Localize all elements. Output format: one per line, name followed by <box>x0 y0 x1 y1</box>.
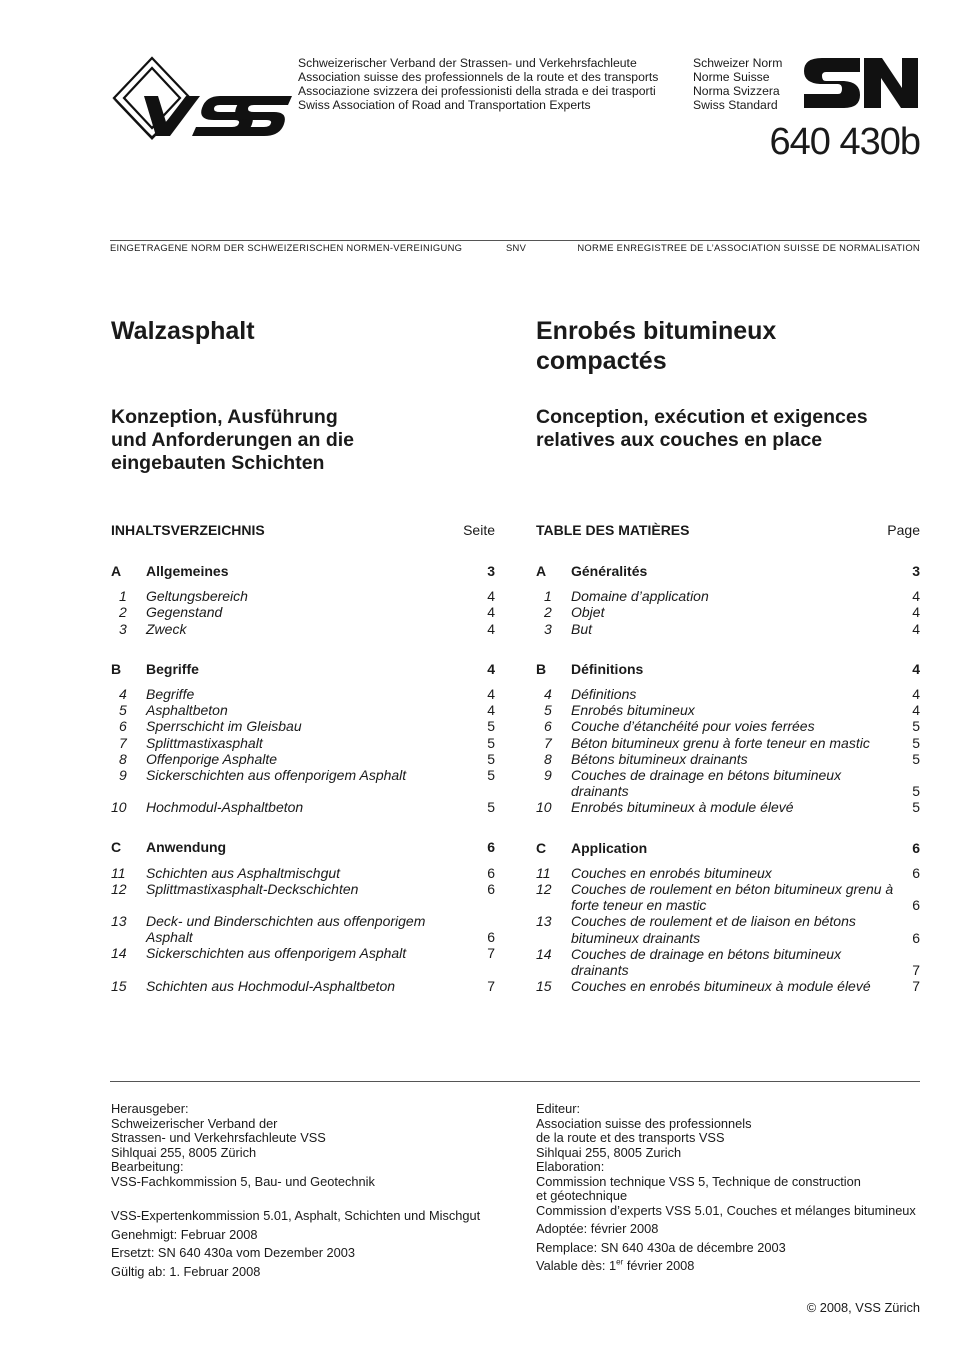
toc-item-page: 6 <box>912 897 920 914</box>
toc-item-number: 12 <box>536 881 552 898</box>
publisher-line-de: Schweizerischer Verband der <box>111 1115 278 1131</box>
toc-item-text: Zweck <box>146 620 187 637</box>
toc-item-number: 8 <box>119 750 127 767</box>
toc-item-page: 4 <box>912 604 920 621</box>
toc-item-page: 5 <box>487 734 495 751</box>
toc-item-page: 5 <box>487 718 495 735</box>
toc-item[interactable] <box>536 767 920 799</box>
publisher-line-de: Strassen- und Verkehrsfachleute VSS <box>111 1130 326 1145</box>
toc-item-text: Splittmastixasphalt-Deckschichten <box>146 880 359 897</box>
toc-item-number: 5 <box>544 702 552 719</box>
toc-item-number: 11 <box>536 864 551 881</box>
toc-item[interactable] <box>111 702 495 718</box>
toc-item[interactable] <box>536 604 920 620</box>
toc-item-page: 4 <box>487 702 495 719</box>
toc-item-number: 12 <box>111 880 127 897</box>
toc-item-page: 7 <box>912 978 920 995</box>
toc-section-page: 6 <box>487 839 495 856</box>
subtitle-de-line: Konzeption, Ausführung <box>111 406 338 428</box>
toc-page-label-de: Seite <box>463 522 495 538</box>
subtitle-de <box>111 406 495 475</box>
subtitle-fr <box>536 406 920 452</box>
publisher-label-fr: Editeur: <box>536 1101 581 1116</box>
editing-de: VSS-Fachkommission 5, Bau- und Geotechnik <box>111 1173 375 1189</box>
title-de: Walzasphalt <box>111 317 255 345</box>
norm-number: 640 430b <box>769 121 920 163</box>
vss-logo <box>110 56 292 140</box>
toc-item-text: Objet <box>571 604 605 621</box>
toc-item[interactable] <box>536 702 920 718</box>
toc-item-number: 7 <box>119 734 127 751</box>
toc-item-number: 3 <box>544 620 552 637</box>
toc-item-number: 15 <box>536 978 552 995</box>
toc-item-text: But <box>571 620 593 637</box>
toc-item-page: 7 <box>487 977 495 994</box>
toc-item[interactable] <box>536 865 920 881</box>
subtitle-fr-line: Conception, exécution et exigences <box>536 406 868 428</box>
toc-item-number: 2 <box>544 604 552 621</box>
toc-section-title: Généralités <box>571 563 648 579</box>
toc-item-number: 4 <box>119 686 127 703</box>
toc-item-text: Couches de drainage en bétons bitumineux drainants <box>571 767 842 800</box>
publisher-line-fr: Association suisse des professionnels <box>536 1115 752 1131</box>
toc-item-text: Couches de roulement et de liaison en bétons bitumineux drainants <box>571 913 856 946</box>
toc-item-page: 4 <box>912 588 920 605</box>
registration-line <box>110 240 920 258</box>
toc-item-page: 6 <box>487 880 495 897</box>
toc-item[interactable] <box>111 865 495 881</box>
copyright: © 2008, VSS Zürich <box>806 1300 920 1315</box>
toc-section-letter: A <box>111 563 122 579</box>
subtitle-de-line: eingebauten Schichten <box>111 452 325 474</box>
toc-item-page: 4 <box>912 620 920 637</box>
toc-item-page: 5 <box>487 750 495 767</box>
toc-item[interactable] <box>536 881 920 913</box>
toc-item-page: 6 <box>487 929 495 946</box>
toc-section-page: 4 <box>487 660 495 677</box>
toc-item-text: Schichten aus Hochmodul-Asphaltbeton <box>146 977 396 994</box>
toc-item-page: 5 <box>912 718 920 735</box>
valid-from-fr-suffix: février 2008 <box>623 1258 695 1273</box>
toc-item[interactable] <box>111 978 495 994</box>
toc-item-number: 14 <box>111 945 127 962</box>
title-fr-line: compactés <box>536 347 667 375</box>
toc-section-title: Anwendung <box>146 839 227 856</box>
footer-divider <box>110 1081 920 1082</box>
toc-item-number: 10 <box>111 799 127 816</box>
toc-item[interactable] <box>111 686 495 702</box>
toc-item[interactable] <box>111 718 495 734</box>
toc-item-text: Couche d’étanchéité pour voies ferrées <box>571 718 815 735</box>
title-block-de <box>111 316 495 346</box>
toc-item-number: 3 <box>119 620 127 637</box>
subtitle-block-de <box>111 406 495 475</box>
toc-section-page: 4 <box>912 660 920 677</box>
toc-item[interactable] <box>536 751 920 767</box>
toc-item-text: Domaine d’application <box>571 588 709 605</box>
toc-item-number: 13 <box>536 913 552 930</box>
toc-item-page: 6 <box>912 864 920 881</box>
toc-item-page: 4 <box>912 686 920 703</box>
toc-item[interactable] <box>536 946 920 978</box>
toc-item-text: Sickerschichten aus offenporigem Asphalt <box>146 945 407 962</box>
toc-item-page: 4 <box>487 588 495 605</box>
toc-item[interactable] <box>111 881 495 897</box>
association-name-fr: Association suisse des professionnels de la route et des transports <box>298 70 659 84</box>
toc-item[interactable] <box>536 621 920 637</box>
toc-title-de: INHALTSVERZEICHNIS <box>111 522 265 538</box>
toc-item-page: 5 <box>912 734 920 751</box>
approved-de: Genehmigt: Februar 2008 <box>111 1226 258 1242</box>
valid-from-fr <box>536 1259 920 1274</box>
title-fr-line: Enrobés bitumineux <box>536 317 777 345</box>
toc-item-text: Schichten aus Asphaltmischgut <box>146 864 341 881</box>
toc-heading-de <box>111 522 495 539</box>
toc-section-letter: A <box>536 563 547 579</box>
toc-section-title: Définitions <box>571 660 644 677</box>
toc-item-text: Offenporige Asphalte <box>146 750 278 767</box>
toc-item[interactable] <box>536 913 920 945</box>
registration-fr: NORME ENREGISTREE DE L’ASSOCIATION SUISSE DE NORMALISATION <box>577 242 920 253</box>
toc-item[interactable] <box>536 588 920 604</box>
publisher-line-de: Sihlquai 255, 8005 Zürich <box>111 1144 257 1160</box>
toc-item-page: 6 <box>487 864 495 881</box>
toc-item-text: Splittmastixasphalt <box>146 734 263 751</box>
toc-section-page: 3 <box>487 563 495 579</box>
editing-label-fr: Elaboration: <box>536 1159 605 1174</box>
editing-fr: Commission technique VSS 5, Technique de construction <box>536 1173 861 1189</box>
replaces-de: Ersetzt: SN 640 430a vom Dezember 2003 <box>111 1245 355 1260</box>
toc-title-fr: TABLE DES MATIÈRES <box>536 522 690 538</box>
norm-type-en: Swiss Standard <box>693 98 778 112</box>
norm-type-labels <box>693 56 782 112</box>
registration-de: EINGETRAGENE NORM DER SCHWEIZERISCHEN NORMEN-VEREINIGUNG <box>110 242 463 253</box>
toc-de <box>111 563 495 994</box>
toc-item[interactable] <box>536 686 920 702</box>
editing-label-de: Bearbeitung: <box>111 1159 184 1174</box>
toc-item-number: 4 <box>544 686 552 703</box>
toc-item-text: Définitions <box>571 686 637 703</box>
toc-item[interactable] <box>111 799 495 815</box>
publisher-label-de: Herausgeber: <box>111 1101 189 1116</box>
toc-item[interactable] <box>111 945 495 961</box>
toc-section-title: Application <box>571 839 648 856</box>
toc-item-text: Couches en enrobés bitumineux à module élevé <box>571 978 871 995</box>
toc-item-text: Enrobés bitumineux <box>571 702 695 719</box>
toc-section-page: 3 <box>912 563 920 579</box>
toc-section-page: 6 <box>912 839 920 856</box>
association-name-en: Swiss Association of Road and Transportation Experts <box>298 98 591 112</box>
sn-logo <box>802 58 920 108</box>
toc-item-number: 9 <box>119 767 127 784</box>
toc-item-page: 4 <box>912 702 920 719</box>
toc-section-title: Begriffe <box>146 660 199 677</box>
toc-item[interactable] <box>111 751 495 767</box>
toc-item-number: 15 <box>111 977 127 994</box>
toc-item-number: 10 <box>536 799 552 816</box>
toc-item-number: 8 <box>544 750 552 767</box>
toc-item-text: Couches de drainage en bétons bitumineux drainants <box>571 945 842 979</box>
toc-item[interactable] <box>536 799 920 815</box>
toc-item-number: 5 <box>119 702 127 719</box>
toc-item-page: 5 <box>912 799 920 816</box>
toc-item-page: 7 <box>912 962 920 979</box>
toc-heading-fr <box>536 522 920 539</box>
replaces-fr: Remplace: SN 640 430a de décembre 2003 <box>536 1239 786 1255</box>
toc-item-text: Asphaltbeton <box>146 702 228 719</box>
toc-section-letter: C <box>536 839 547 856</box>
toc-section[interactable] <box>111 563 495 579</box>
toc-item-page: 5 <box>912 750 920 767</box>
toc-item-page: 5 <box>912 783 920 800</box>
toc-item-text: Hochmodul-Asphaltbeton <box>146 799 304 816</box>
toc-item-number: 14 <box>536 945 552 962</box>
toc-item[interactable] <box>111 767 495 783</box>
toc-item-page: 4 <box>487 686 495 703</box>
toc-section[interactable] <box>111 661 495 677</box>
toc-item[interactable] <box>111 735 495 751</box>
title-fr <box>536 316 920 376</box>
expert-commission-de: VSS-Expertenkommission 5.01, Asphalt, Schichten und Mischgut <box>111 1208 481 1223</box>
toc-section-letter: C <box>111 839 122 856</box>
toc-item[interactable] <box>111 588 495 604</box>
toc-item-number: 7 <box>544 734 552 751</box>
toc-section[interactable] <box>111 839 495 855</box>
toc-item-text: Gegenstand <box>146 604 223 621</box>
registration-abbr: SNV <box>506 242 527 253</box>
valid-from-fr-prefix: Valable dès: 1 <box>536 1258 617 1273</box>
norm-type-fr: Norme Suisse <box>693 70 770 84</box>
toc-item-number: 11 <box>111 864 126 881</box>
valid-from-de: Gültig ab: 1. Februar 2008 <box>111 1263 261 1279</box>
expert-commission-fr: Commission d’experts VSS 5.01, Couches et mélanges bitumineux <box>536 1202 916 1218</box>
toc-item-number: 6 <box>119 718 127 735</box>
imprint-fr <box>536 1102 920 1274</box>
toc-item-text: Béton bitumineux grenu à forte teneur en mastic <box>571 734 870 751</box>
toc-item[interactable] <box>111 604 495 620</box>
toc-item-text: Bétons bitumineux drainants <box>571 750 748 767</box>
subtitle-block-fr <box>536 406 920 452</box>
toc-section-title: Allgemeines <box>146 563 229 579</box>
toc-item-number: 6 <box>544 718 552 735</box>
toc-item-number: 1 <box>544 588 552 605</box>
toc-item[interactable] <box>536 735 920 751</box>
norm-type-it: Norma Svizzera <box>693 84 780 98</box>
toc-item-text: Couches de roulement en béton bitumineux grenu à forte teneur en mastic <box>571 881 894 914</box>
toc-item-number: 2 <box>119 604 127 621</box>
toc-item-number: 1 <box>119 588 127 605</box>
valid-from-fr-sup: er <box>616 1257 624 1267</box>
toc-item-page: 4 <box>487 604 495 621</box>
toc-item[interactable] <box>111 621 495 637</box>
toc-section[interactable] <box>536 840 920 856</box>
association-name-it: Associazione svizzera dei professionisti della strada e dei trasporti <box>298 84 656 98</box>
toc-section-letter: B <box>111 660 122 677</box>
association-name-de: Schweizerischer Verband der Strassen- und Verkehrsfachleute <box>298 56 637 70</box>
toc-item-text: Enrobés bitumineux à module élevé <box>571 799 794 816</box>
toc-page-label-fr: Page <box>887 522 920 538</box>
subtitle-fr-line: relatives aux couches en place <box>536 429 823 451</box>
toc-item[interactable] <box>536 978 920 994</box>
toc-item[interactable] <box>536 718 920 734</box>
subtitle-de-line: und Anforderungen an die <box>111 429 355 451</box>
imprint-de <box>111 1102 495 1279</box>
publisher-line-fr: de la route et des transports VSS <box>536 1130 725 1145</box>
publisher-line-fr: Sihlquai 255, 8005 Zurich <box>536 1144 682 1160</box>
approved-fr: Adoptée: février 2008 <box>536 1221 659 1236</box>
toc-section[interactable] <box>536 563 920 579</box>
association-names <box>298 56 658 112</box>
editing-fr: et géotechnique <box>536 1188 628 1203</box>
norm-type-de: Schweizer Norm <box>693 56 783 70</box>
toc-item-page: 4 <box>487 620 495 637</box>
toc-section-letter: B <box>536 660 547 677</box>
toc-section[interactable] <box>536 661 920 677</box>
toc-item-text: Sperrschicht im Gleisbau <box>146 718 302 735</box>
toc-fr <box>536 563 920 994</box>
toc-item-page: 5 <box>487 799 495 816</box>
toc-item-number: 9 <box>544 767 552 784</box>
toc-item-page: 7 <box>487 945 495 962</box>
toc-item-page: 6 <box>912 929 920 946</box>
toc-item-text: Couches en enrobés bitumineux <box>571 864 772 881</box>
toc-item-number: 13 <box>111 913 127 930</box>
toc-item-text: Begriffe <box>146 686 195 703</box>
title-block-fr <box>536 316 920 376</box>
toc-item-page: 5 <box>487 767 495 784</box>
toc-item-text: Sickerschichten aus offenporigem Asphalt <box>146 767 407 784</box>
toc-item[interactable] <box>111 913 495 945</box>
toc-item-text: Geltungsbereich <box>146 588 248 605</box>
toc-item-text: Deck- und Binderschichten aus offenporigem Asphalt <box>146 913 426 946</box>
